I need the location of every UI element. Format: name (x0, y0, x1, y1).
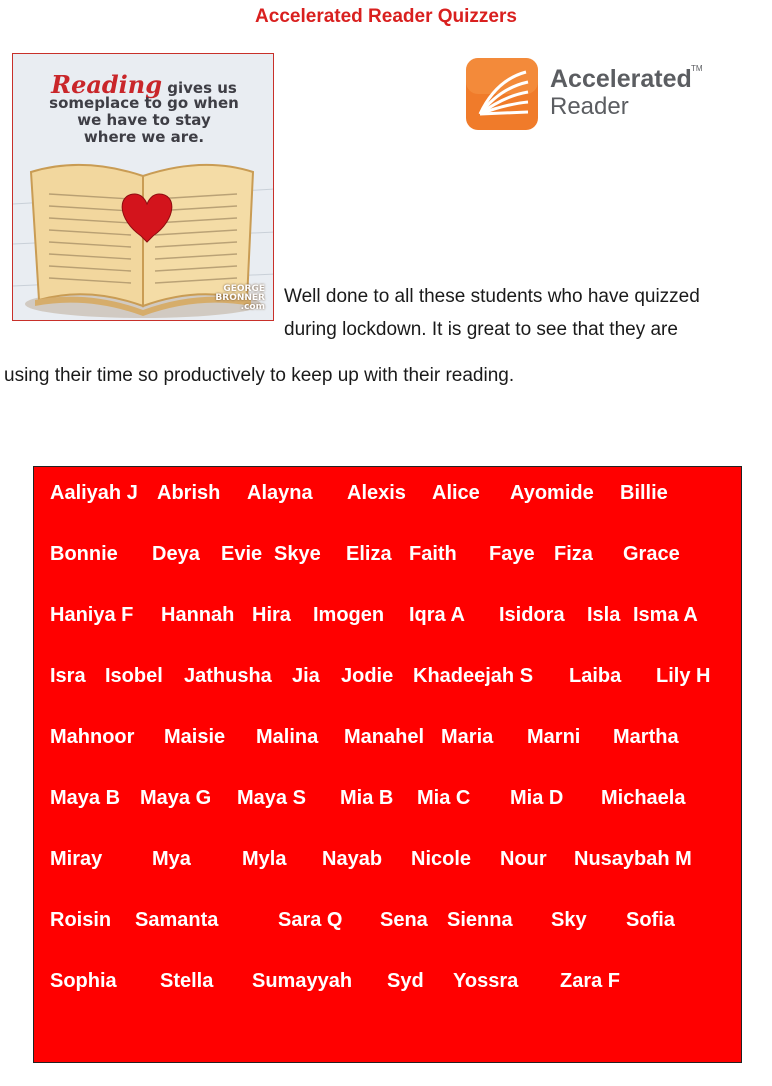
student-name: Imogen (313, 604, 385, 626)
student-name: Sky (551, 909, 587, 931)
names-list-box (33, 466, 742, 1063)
names-row (34, 966, 741, 996)
student-name: Stella (160, 970, 214, 992)
names-row (34, 783, 741, 813)
quote-text-2: someplace to go when (49, 94, 239, 112)
student-name: Mia D (510, 787, 564, 809)
student-name: Iqra A (409, 604, 465, 626)
student-name: Alice (432, 482, 480, 504)
student-name: Sumayyah (252, 970, 353, 992)
student-name: Roisin (50, 909, 112, 931)
intro-line-1: Well done to all these students who have quizzed (284, 286, 700, 307)
student-name: Sena (380, 909, 428, 931)
student-name: Evie (221, 543, 263, 565)
student-name: Faye (489, 543, 535, 565)
student-name: Isidora (499, 604, 565, 626)
student-name: Myla (242, 848, 287, 870)
student-name: Bonnie (50, 543, 118, 565)
trademark-mark: TM (691, 64, 703, 73)
student-name: Mahnoor (50, 726, 135, 748)
names-row (34, 539, 741, 569)
names-row (34, 844, 741, 874)
student-name: Maya G (140, 787, 212, 809)
student-name: Hannah (161, 604, 235, 626)
student-name: Nusaybah M (574, 848, 692, 870)
student-name: Maya S (237, 787, 306, 809)
student-name: Fiza (554, 543, 593, 565)
quote-text-3: we have to stay (77, 111, 211, 129)
names-row (34, 905, 741, 935)
student-name: Sofia (626, 909, 675, 931)
student-name: Syd (387, 970, 424, 992)
student-name: Khadeejah S (413, 665, 534, 687)
student-name: Nicole (411, 848, 472, 870)
page-title: Accelerated Reader Quizzers (255, 6, 517, 27)
student-name: Ayomide (510, 482, 594, 504)
student-name: Jodie (341, 665, 394, 687)
student-name: Maya B (50, 787, 121, 809)
intro-paragraph-top (284, 280, 764, 346)
student-name: Sienna (447, 909, 513, 931)
student-name: Nour (500, 848, 547, 870)
student-name: Miray (50, 848, 103, 870)
student-name: Laiba (569, 665, 622, 687)
student-name: Isra (50, 665, 86, 687)
student-name: Isla (587, 604, 621, 626)
student-name: Nayab (322, 848, 383, 870)
student-name: Eliza (346, 543, 392, 565)
poster-signature: GEORGE BRONNER .com (215, 284, 265, 312)
student-name: Malina (256, 726, 319, 748)
student-name: Alexis (347, 482, 406, 504)
intro-line-2: during lockdown. It is great to see that they are (284, 319, 678, 340)
student-name: Lily H (656, 665, 711, 687)
student-name: Skye (274, 543, 321, 565)
student-name: Alayna (247, 482, 313, 504)
reading-quote-poster (12, 53, 274, 321)
student-name: Sophia (50, 970, 117, 992)
student-name: Billie (620, 482, 668, 504)
student-name: Faith (409, 543, 457, 565)
accelerated-reader-logo (466, 58, 716, 130)
student-name: Martha (613, 726, 679, 748)
student-name: Abrish (157, 482, 221, 504)
quote-text-4: where we are. (83, 128, 205, 146)
student-name: Isma A (633, 604, 698, 626)
student-name: Jathusha (184, 665, 272, 687)
student-name: Zara F (560, 970, 621, 992)
student-name: Sara Q (278, 909, 343, 931)
student-name: Hira (252, 604, 291, 626)
student-name: Michaela (601, 787, 686, 809)
student-name: Aaliyah J (50, 482, 138, 504)
names-row (34, 478, 741, 508)
student-name: Marni (527, 726, 581, 748)
names-row (34, 722, 741, 752)
logo-brand-sub: Reader (550, 93, 629, 120)
student-name: Maria (441, 726, 494, 748)
intro-line-3: using their time so productively to keep up with their reading. (4, 365, 515, 386)
student-name: Mia B (340, 787, 394, 809)
student-name: Jia (292, 665, 320, 687)
student-name: Deya (152, 543, 200, 565)
student-name: Mya (152, 848, 191, 870)
student-name: Yossra (453, 970, 519, 992)
student-name: Grace (623, 543, 680, 565)
book-logo-icon (466, 58, 538, 130)
student-name: Isobel (105, 665, 163, 687)
logo-brand-name: Accelerated (550, 65, 692, 93)
names-row (34, 600, 741, 630)
names-row (34, 661, 741, 691)
student-name: Samanta (135, 909, 219, 931)
quote-text-1: gives us (167, 79, 237, 97)
student-name: Haniya F (50, 604, 134, 626)
student-name: Manahel (344, 726, 425, 748)
quote-highlight-word: Reading (51, 70, 163, 99)
student-name: Mia C (417, 787, 471, 809)
student-name: Maisie (164, 726, 226, 748)
